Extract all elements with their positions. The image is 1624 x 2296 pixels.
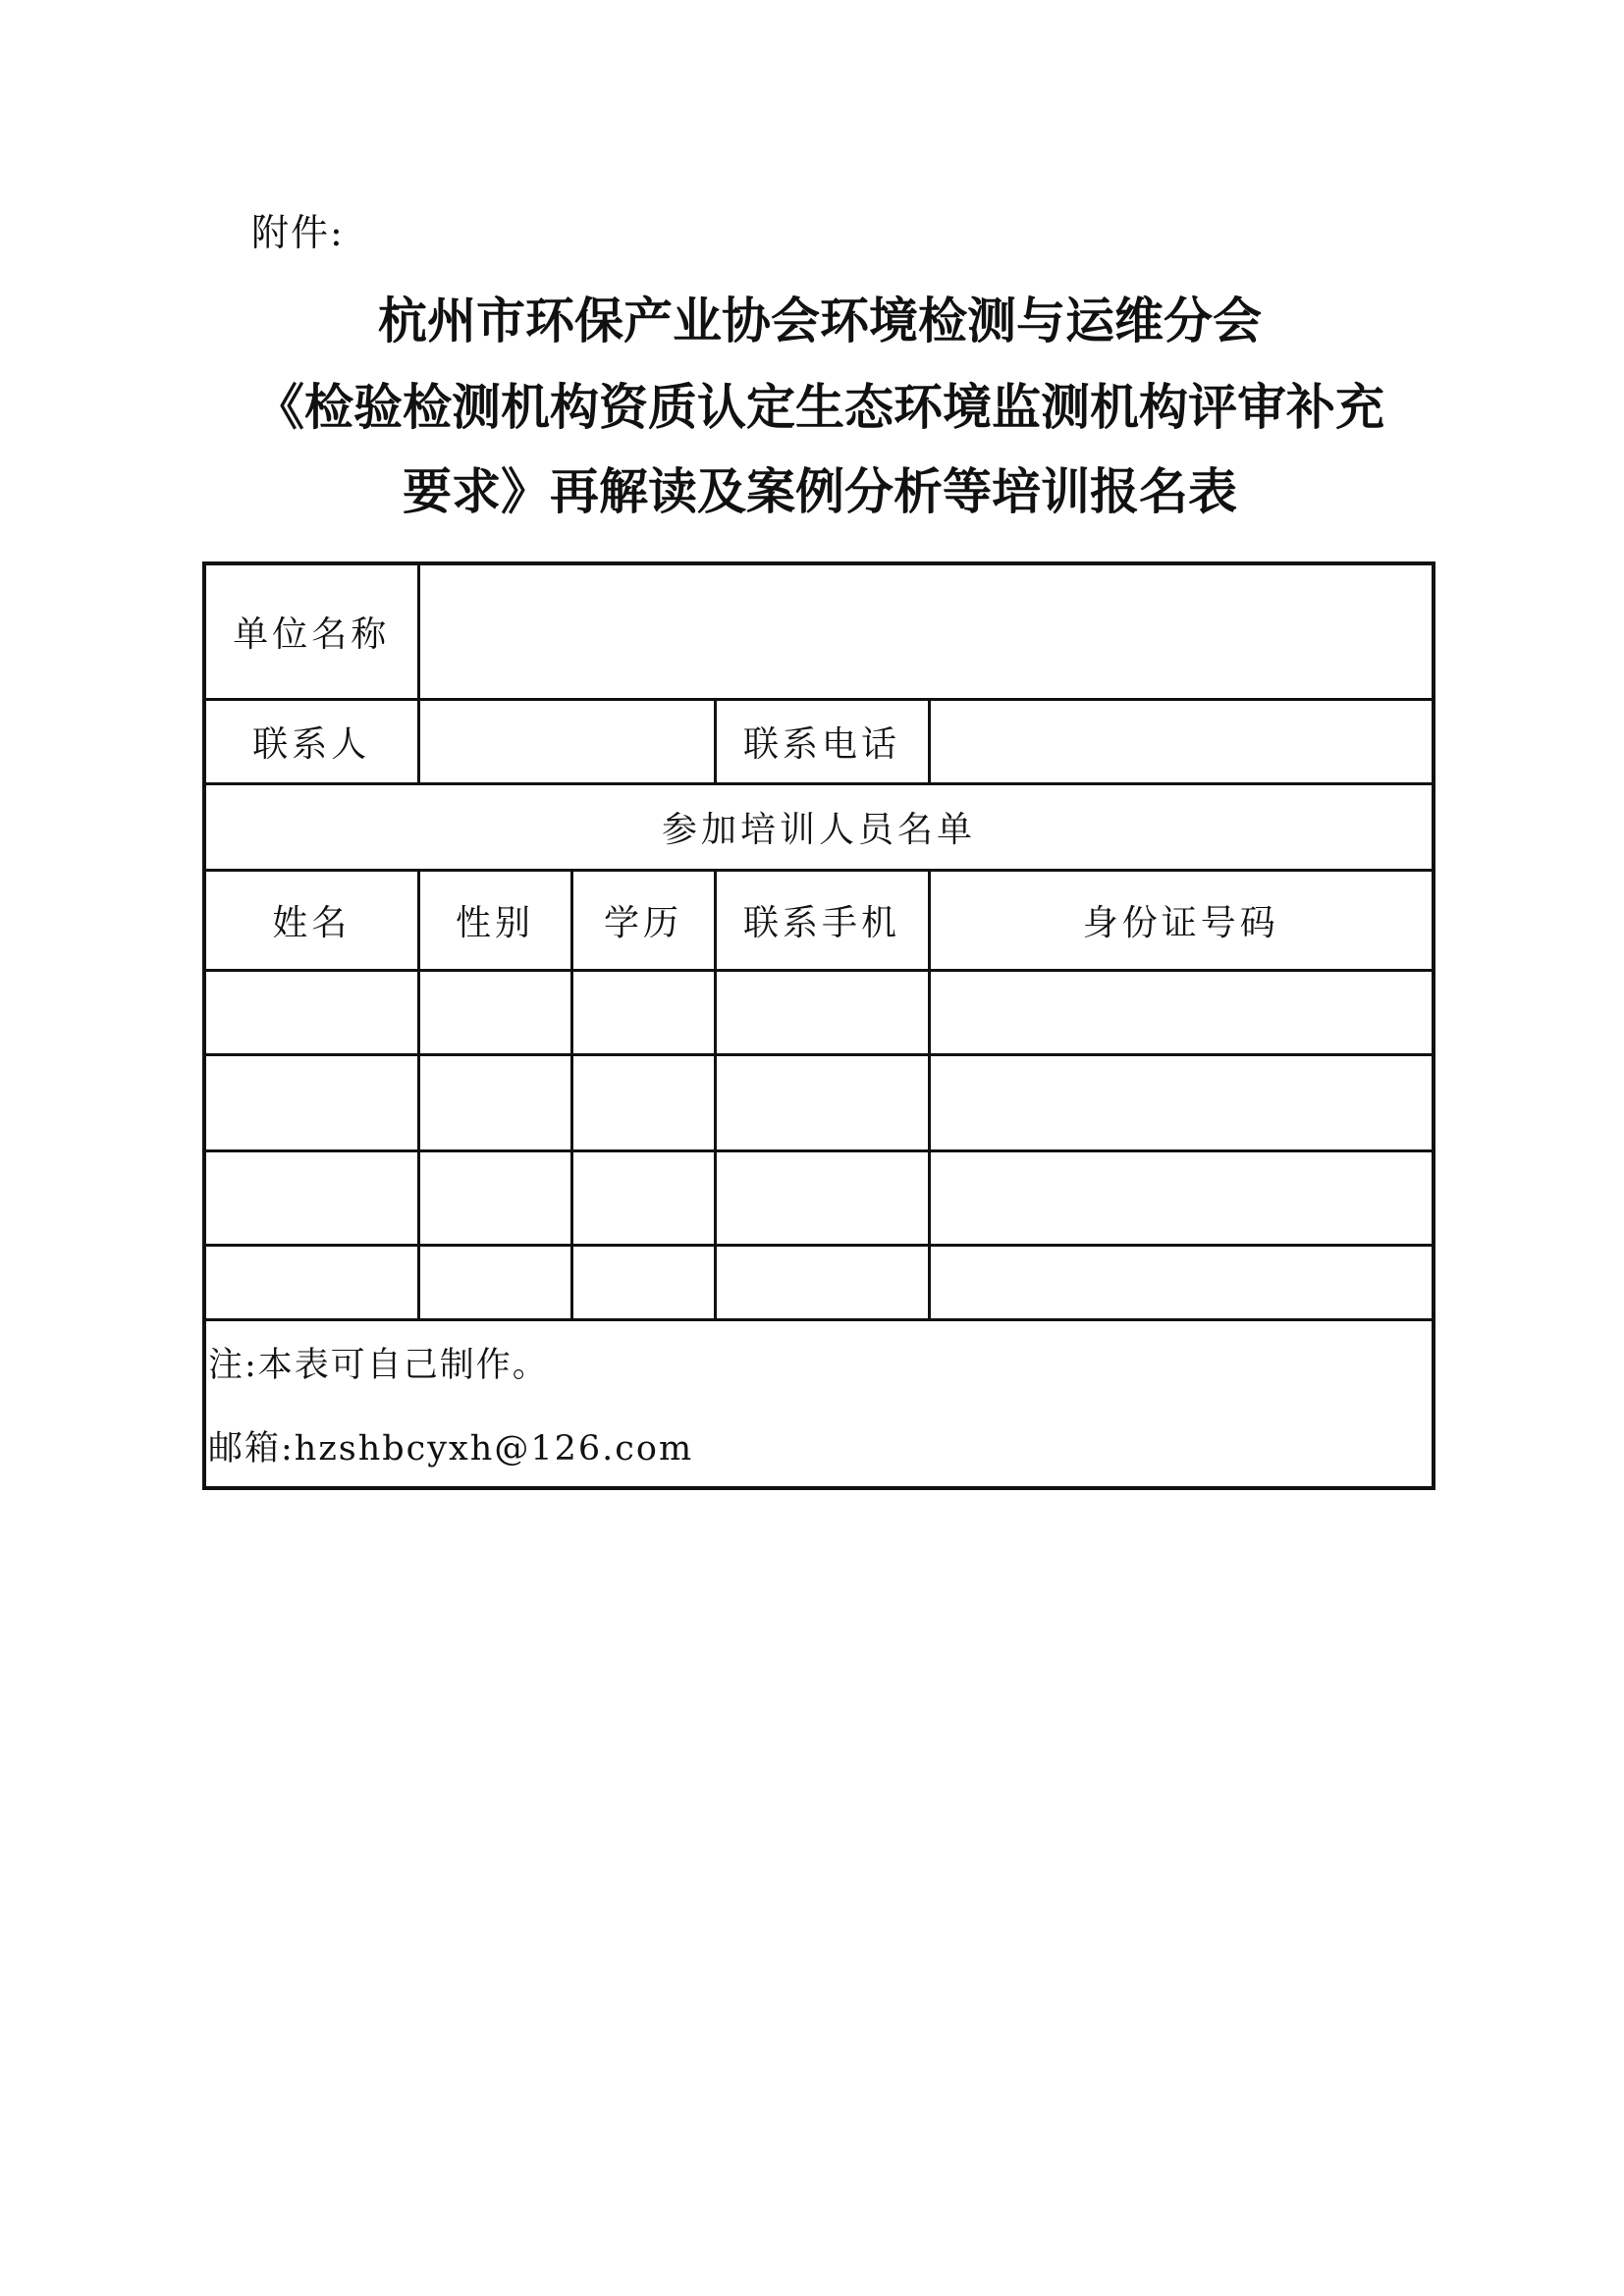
cell-gender[interactable] — [418, 970, 571, 1054]
unit-name-field[interactable] — [418, 563, 1434, 699]
table-row — [204, 1150, 1434, 1245]
registration-form-table — [202, 561, 1435, 1490]
cell-gender[interactable] — [418, 1245, 571, 1319]
cell-name[interactable] — [204, 1150, 418, 1245]
cell-id-number[interactable] — [929, 1054, 1434, 1150]
cell-id-number[interactable] — [929, 1245, 1434, 1319]
section-title-row — [204, 783, 1434, 870]
contact-person-label: 联系人 — [204, 699, 418, 783]
table-row — [204, 1054, 1434, 1150]
cell-education[interactable] — [571, 1054, 715, 1150]
cell-mobile[interactable] — [715, 1245, 929, 1319]
cell-mobile[interactable] — [715, 1054, 929, 1150]
cell-gender[interactable] — [418, 1150, 571, 1245]
table-row — [204, 970, 1434, 1054]
contact-email: 邮箱:hzshbcyxh@126.com — [208, 1428, 694, 1468]
column-header-education: 学历 — [571, 870, 715, 970]
notes-cell — [204, 1319, 1434, 1488]
unit-name-row — [204, 563, 1434, 699]
cell-name[interactable] — [204, 970, 418, 1054]
document-title-line-3: 要求》再解读及案例分析等培训报名表 — [403, 463, 1237, 520]
cell-education[interactable] — [571, 970, 715, 1054]
document-title-line-2: 《检验检测机构资质认定生态环境监测机构评审补充 — [255, 379, 1384, 436]
unit-name-label: 单位名称 — [204, 563, 418, 699]
contact-phone-label: 联系电话 — [715, 699, 929, 783]
column-header-id-number: 身份证号码 — [929, 870, 1434, 970]
contact-phone-field[interactable] — [929, 699, 1434, 783]
attachment-label: 附件: — [251, 211, 345, 254]
document-title-line-1: 杭州市环保产业协会环境检测与运维分会 — [378, 293, 1262, 349]
section-title: 参加培训人员名单 — [204, 783, 1434, 870]
cell-gender[interactable] — [418, 1054, 571, 1150]
cell-mobile[interactable] — [715, 1150, 929, 1245]
cell-mobile[interactable] — [715, 970, 929, 1054]
cell-education[interactable] — [571, 1150, 715, 1245]
cell-name[interactable] — [204, 1245, 418, 1319]
column-header-gender: 性别 — [418, 870, 571, 970]
cell-id-number[interactable] — [929, 970, 1434, 1054]
cell-education[interactable] — [571, 1245, 715, 1319]
form-note: 注:本表可自己制作。 — [208, 1345, 549, 1385]
notes-row — [204, 1319, 1434, 1488]
table-row — [204, 1245, 1434, 1319]
contact-person-field[interactable] — [418, 699, 715, 783]
table-header-row — [204, 870, 1434, 970]
column-header-mobile: 联系手机 — [715, 870, 929, 970]
cell-id-number[interactable] — [929, 1150, 1434, 1245]
contact-row — [204, 699, 1434, 783]
cell-name[interactable] — [204, 1054, 418, 1150]
column-header-name: 姓名 — [204, 870, 418, 970]
